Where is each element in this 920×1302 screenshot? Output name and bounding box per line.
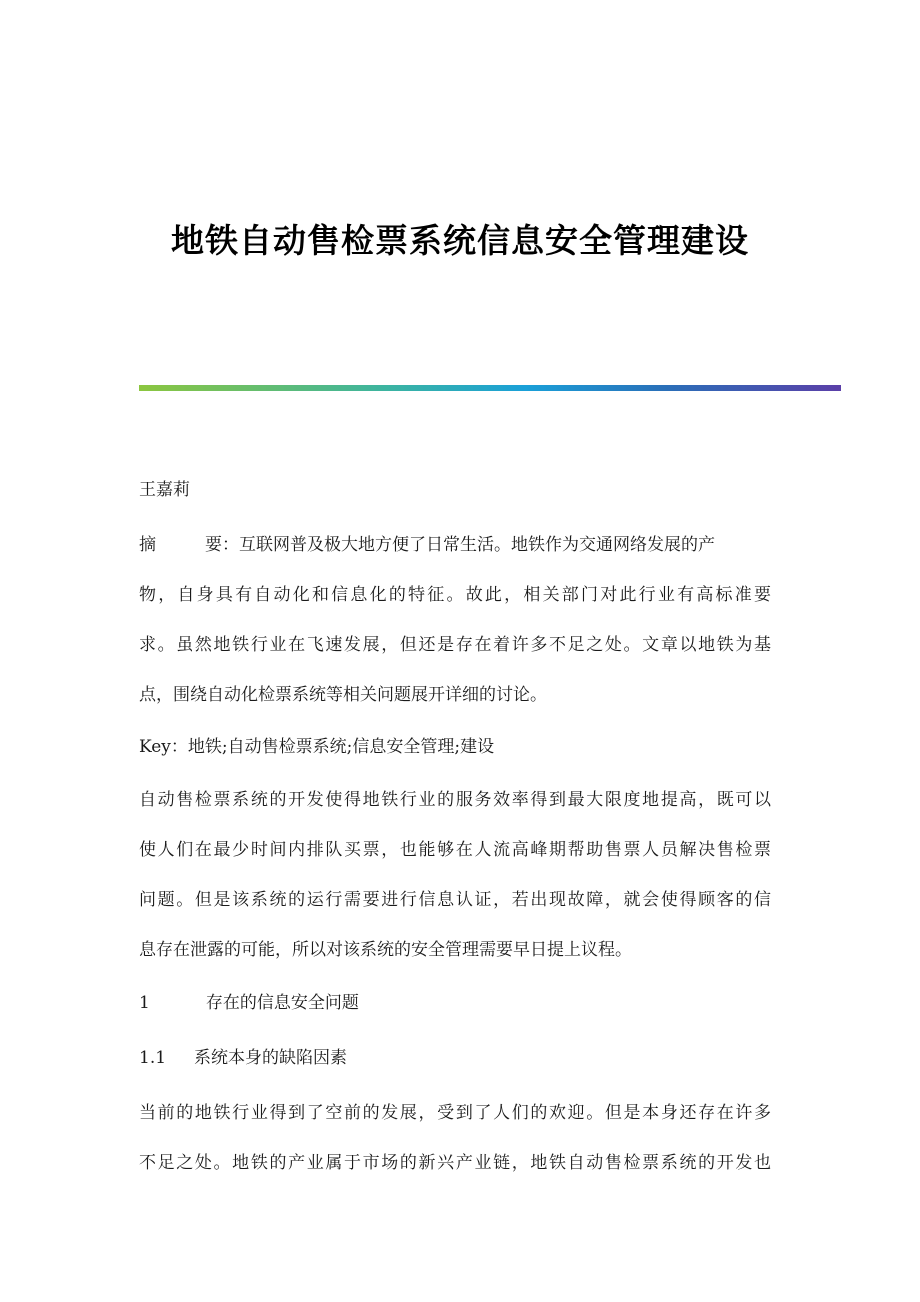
abstract-line-4: 点，围绕自动化检票系统等相关问题展开详细的讨论。: [139, 685, 547, 705]
section-1-heading: [139, 988, 359, 1013]
section-1-1-title: 系统本身的缺陷因素: [194, 1048, 348, 1068]
page-title: 地铁自动售检票系统信息安全管理建设: [171, 221, 749, 260]
title-divider: [139, 385, 841, 391]
section-1-number: 1: [139, 993, 150, 1013]
abstract-line-1: [139, 530, 715, 555]
section-1-1-number: 1.1: [139, 1048, 167, 1068]
section-1-1-heading: [139, 1043, 347, 1068]
author: 王嘉莉: [139, 480, 190, 500]
abstract-label-1: 摘: [139, 535, 156, 555]
intro-line-3: 问题。但是该系统的运行需要进行信息认证，若出现故障，就会使得顾客的信: [139, 890, 771, 910]
section-1-title: 存在的信息安全问题: [205, 993, 359, 1013]
body-line-2: 不足之处。地铁的产业属于市场的新兴产业链，地铁自动售检票系统的开发也: [139, 1153, 771, 1173]
body-line-1: 当前的地铁行业得到了空前的发展，受到了人们的欢迎。但是本身还存在许多: [139, 1103, 771, 1123]
intro-line-2: 使人们在最少时间内排队买票，也能够在人流高峰期帮助售票人员解决售检票: [139, 840, 771, 860]
abstract-text: 互联网普及极大地方便了日常生活。地铁作为交通网络发展的产: [239, 535, 715, 555]
abstract-label-2: 要：: [205, 535, 239, 555]
intro-line-4: 息存在泄露的可能，所以对该系统的安全管理需要早日提上议程。: [139, 940, 632, 960]
keywords: Key：地铁;自动售检票系统;信息安全管理;建设: [139, 737, 495, 757]
intro-line-1: 自动售检票系统的开发使得地铁行业的服务效率得到最大限度地提高，既可以: [139, 790, 771, 810]
abstract-line-2: 物，自身具有自动化和信息化的特征。故此，相关部门对此行业有高标准要: [139, 585, 771, 605]
abstract-line-3: 求。虽然地铁行业在飞速发展，但还是存在着许多不足之处。文章以地铁为基: [139, 635, 771, 655]
